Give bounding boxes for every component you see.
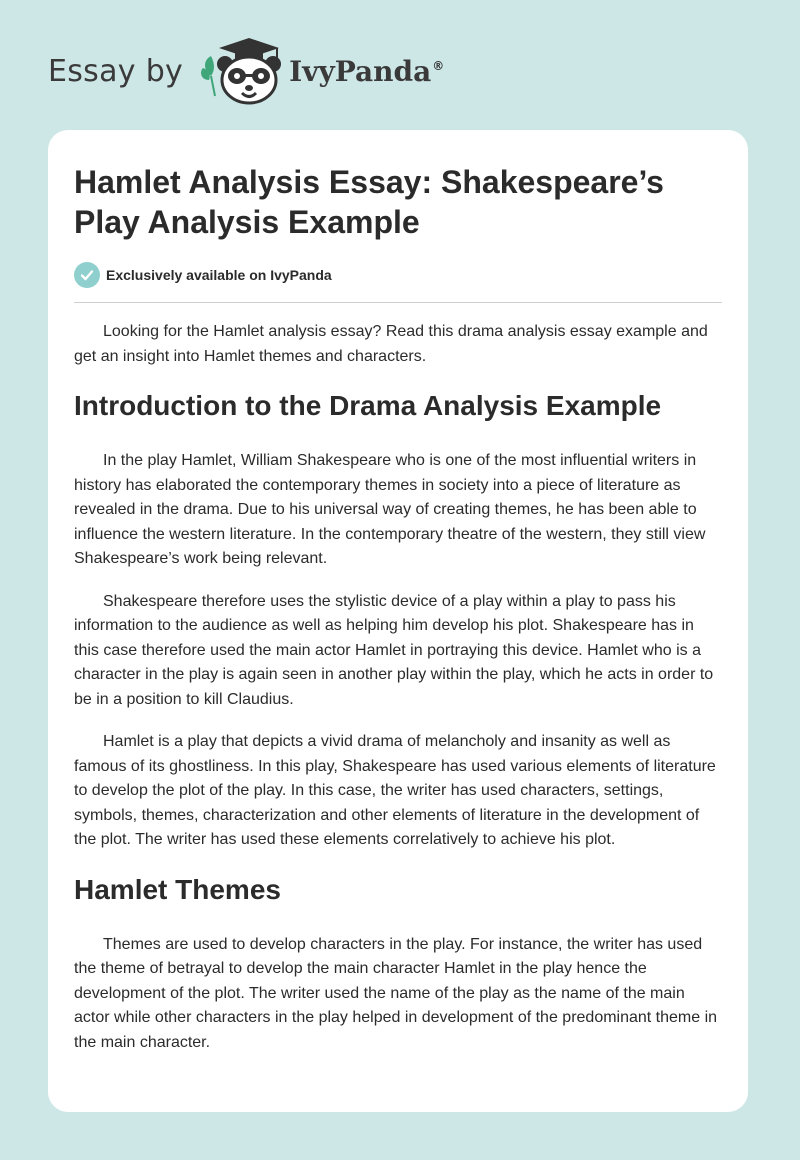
essay-by-label: Essay by xyxy=(48,53,184,89)
registered-mark: ® xyxy=(432,59,445,74)
brand-logo-text: IvyPanda® xyxy=(289,54,445,88)
section-heading: Introduction to the Drama Analysis Example xyxy=(74,390,662,421)
section-heading: Hamlet Themes xyxy=(74,873,281,905)
body-paragraph: Hamlet is a play that depicts a vivid drama of melancholy and insanity as well as famous of its ghostliness. In this play, Shakespeare has used various elements of literature to develop the plot of the play. In this case, the writer has used characters, settings, symbols, themes, characterization and other elements of literature in the development of the plot. The writer has used these elements correlatively to achieve his plot. xyxy=(74,733,716,848)
badge-label: Exclusively available on IvyPanda xyxy=(106,267,332,283)
essay-title: Hamlet Analysis Essay: Shakespeare’s Play Analysis Example xyxy=(74,164,664,240)
body-paragraph: Themes are used to develop characters in the play. For instance, the writer has used the theme of betrayal to develop the main character Hamlet in the play hence the development of the plot. The writer used the name of the play as the name of the main actor while other characters in the play helped in development of the predominant theme in the main character. xyxy=(74,935,718,1051)
body-paragraph: Shakespeare therefore uses the stylistic device of a play within a play to pass his information to the audience as well as helping him develop his plot. Shakespeare has in this case therefore used the main actor Hamlet in portraying this device. Hamlet who is a character in the play is again seen in another play within the play, which he acts in order to be in a position to kill Claudius. xyxy=(74,592,714,708)
site-header xyxy=(48,36,444,106)
check-icon xyxy=(74,262,100,288)
essay-card xyxy=(48,130,748,1112)
exclusive-badge xyxy=(74,262,722,288)
body-paragraph: In the play Hamlet, William Shakespeare who is one of the most influential writers in history has elaborated the contemporary themes in society into a piece of literature as revealed in the drama. Due to his universal way of creating themes, he has been able to influence the western literature. In the contemporary theatre of the western, they still view Shakespeare’s work being relevant. xyxy=(74,452,706,567)
panda-graduate-icon xyxy=(199,36,285,106)
intro-paragraph: Looking for the Hamlet analysis essay? Read this drama analysis essay example and get an insight into Hamlet themes and characters. xyxy=(74,323,708,365)
divider xyxy=(74,302,722,303)
